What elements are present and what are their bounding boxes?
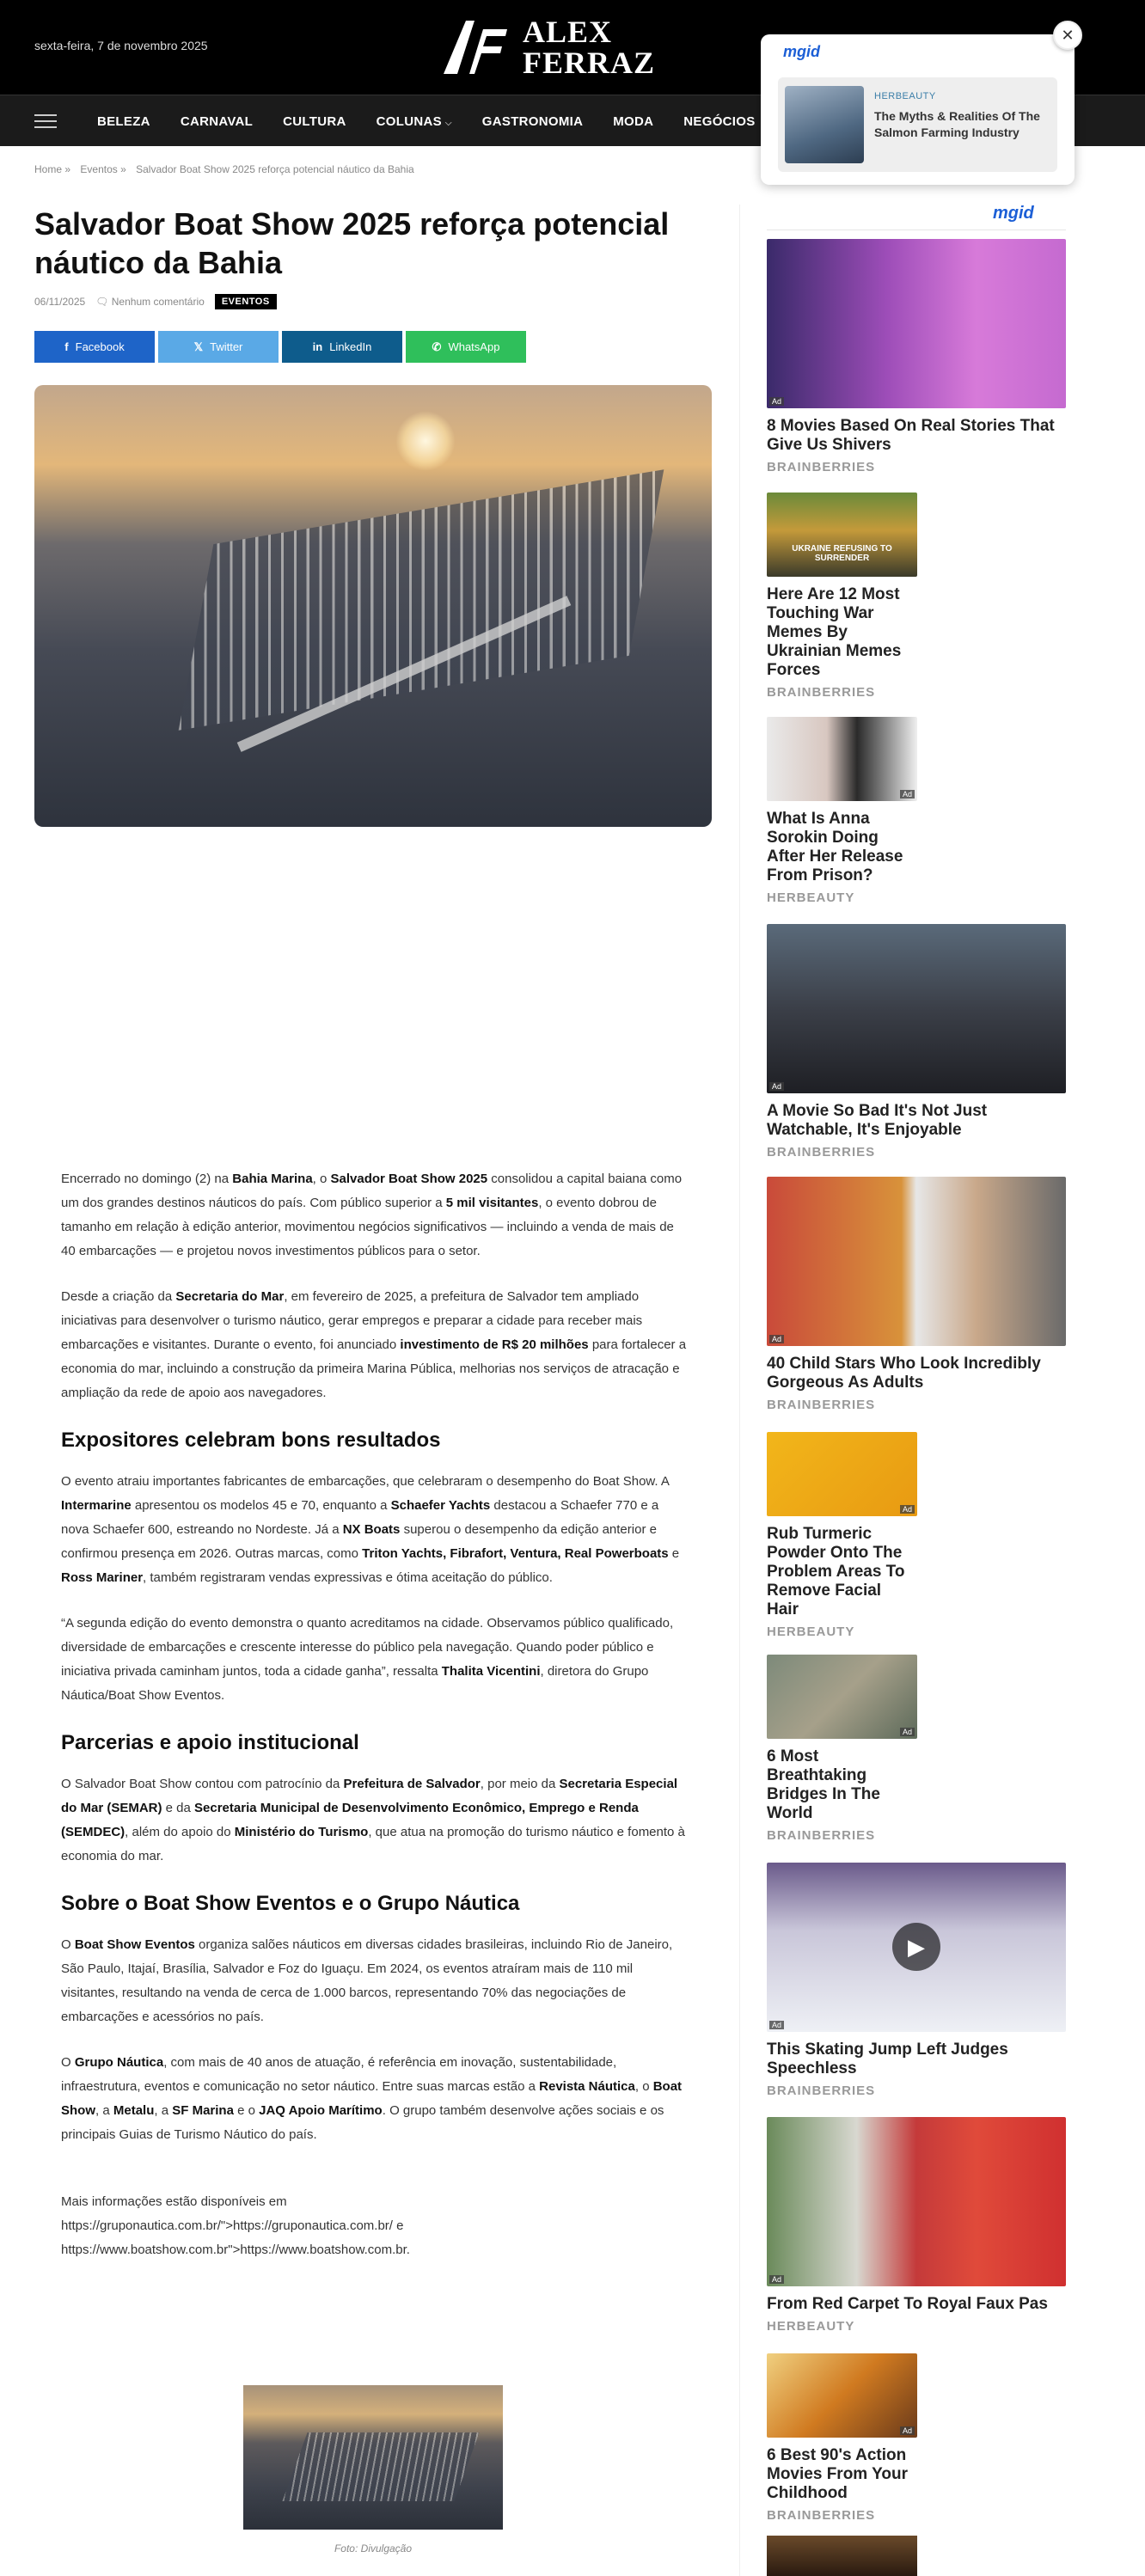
share-buttons: [34, 331, 526, 363]
section-heading: Sobre o Boat Show Eventos e o Grupo Náutica: [61, 1892, 520, 1915]
sidebar-ad-item[interactable]: Ad 6 Most Breathtaking Bridges In The World BRAINBERRIES: [767, 1655, 917, 1843]
sidebar-ad-item[interactable]: ▶ Ad This Skating Jump Left Judges Speechless BRAINBERRIES: [767, 1863, 1066, 2098]
nav-item-colunas[interactable]: COLUNAS ⌵: [376, 113, 452, 129]
sidebar-ad-item[interactable]: Ad 6 Best 90's Action Movies From Your Childhood BRAINBERRIES: [767, 2353, 917, 2523]
paragraph: Mais informações estão disponíveis em https://gruponautica.com.br/">https://gruponautica.com.br/ e https://www.boatshow.com.br">https://www.boatshow.com.br.: [61, 2194, 410, 2257]
nav-item-cultura[interactable]: CULTURA: [283, 113, 346, 129]
post-date: 06/11/2025: [34, 296, 86, 308]
paragraph: O Grupo Náutica, com mais de 40 anos de atuação, é referência em inovação, sustentabilidade, infraestrutura, eventos e comunicação no setor náutico. Entre suas marcas estão a Revista Náutica, o Boat Show, a Metalu, a SF Marina e o JAQ Apoio Marítimo. O grupo também desenvolve ações sociais e os principais Guias de Turismo Náutico do país.: [61, 2055, 683, 2142]
x-icon: 𝕏: [193, 340, 204, 353]
mgid-logo: mgid: [783, 43, 820, 60]
nav-item-beleza[interactable]: BELEZA: [97, 113, 150, 129]
nav-item-carnaval[interactable]: CARNAVAL: [180, 113, 254, 129]
linkedin-icon: in: [312, 340, 323, 353]
site-logo[interactable]: [440, 15, 656, 80]
paragraph: O evento atraiu importantes fabricantes de embarcações, que celebraram o desempenho do Boat Show. A Intermarine apresentou os modelos 45 e 70, enquanto a Schaefer Yachts destacou a Schaefer 770 e a nova Schaefer 600, estreando no Nordeste. Já a NX Boats superou o desempenho da edição anterior e confirmou presença em 2026. Outras marcas, como Triton Yachts, Fibrafort, Ventura, Real Powerboats e Ross Mariner, também registraram vendas expressivas e ótima aceitação do público.: [61, 1474, 680, 1585]
sidebar-ad-item[interactable]: Ad A Movie So Bad It's Not Just Watchable, It's Enjoyable BRAINBERRIES: [767, 924, 1066, 1160]
chevron-down-icon: ⌵: [444, 118, 452, 128]
whatsapp-icon: ✆: [432, 340, 442, 353]
nav-item-gastronomia[interactable]: GASTRONOMIA: [481, 113, 584, 129]
comments-link[interactable]: 🗨 Nenhum comentário: [95, 296, 205, 308]
logo-line2: FERRAZ: [523, 46, 656, 80]
current-date: sexta-feira, 7 de novembro 2025: [34, 39, 208, 52]
paragraph: O Boat Show Eventos organiza salões náuticos em diversas cidades brasileiras, incluindo Rio de Janeiro, São Paulo, Itajaí, Brasília, Salvador e Foz do Iguaçu. Em 2024, os eventos atraíram mais de 110 mil visitantes, resultando na venda de cerca de 1.000 barcos, representando 70% das negociações de embarcações e acessórios no país.: [61, 1937, 673, 2024]
nav-item-negocios[interactable]: NEGÓCIOS: [683, 113, 756, 129]
page-title: Salvador Boat Show 2025 reforça potencial náutico da Bahia: [34, 206, 670, 280]
article-image: [243, 2385, 503, 2530]
sidebar-ad-item[interactable]: Ad What Is Anna Sorokin Doing After Her Release From Prison? HERBEAUTY: [767, 717, 917, 905]
nav-item-moda[interactable]: MODA: [613, 113, 654, 129]
comment-icon: 🗨: [95, 296, 109, 308]
mgid-logo: mgid: [993, 204, 1034, 223]
section-heading: Expositores celebram bons resultados: [61, 1429, 441, 1452]
breadcrumb-home[interactable]: Home: [34, 163, 63, 175]
sidebar-ad-item[interactable]: Ad From Red Carpet To Royal Faux Pas HERBEAUTY: [767, 2117, 1066, 2334]
share-twitter-button[interactable]: 𝕏 Twitter: [158, 331, 279, 363]
breadcrumb-section[interactable]: Eventos: [80, 163, 118, 175]
popup-ad-category: HERBEAUTY: [874, 91, 936, 101]
popup-ad-thumbnail: [785, 86, 864, 163]
category-tag[interactable]: EVENTOS: [215, 294, 277, 309]
sidebar-ad-thumbnail[interactable]: [767, 2536, 917, 2576]
sidebar-ad-item[interactable]: Ad 8 Movies Based On Real Stories That Give Us Shivers BRAINBERRIES: [767, 239, 1066, 474]
close-icon[interactable]: ✕: [1053, 21, 1082, 50]
facebook-icon: f: [64, 340, 69, 353]
post-meta: [34, 294, 277, 309]
menu-icon[interactable]: [34, 114, 57, 128]
popup-ad-card[interactable]: [778, 77, 1057, 172]
paragraph: Encerrado no domingo (2) na Bahia Marina, o Salvador Boat Show 2025 consolidou a capital baiana como um dos grandes destinos náuticos do país. Com público superior a 5 mil visitantes, o evento dobrou de tamanho em relação à edição anterior, movimentou negócios significativos — incluindo a venda de mais de 40 embarcações — e projetou novos investimentos públicos para o setor.: [61, 1172, 683, 1258]
logo-line1: ALEX: [523, 15, 613, 49]
share-facebook-button[interactable]: f Facebook: [34, 331, 155, 363]
play-icon[interactable]: ▶: [892, 1923, 940, 1971]
share-whatsapp-button[interactable]: ✆ WhatsApp: [406, 331, 526, 363]
sidebar-ad-item[interactable]: Ad 40 Child Stars Who Look Incredibly Gorgeous As Adults BRAINBERRIES: [767, 1177, 1066, 1412]
breadcrumb-current: Salvador Boat Show 2025 reforça potencial náutico da Bahia: [136, 163, 414, 175]
sidebar-ad-item[interactable]: UKRAINE REFUSING TO SURRENDER Here Are 12 Most Touching War Memes By Ukrainian Memes Forces BRAINBERRIES: [767, 493, 917, 700]
section-heading: Parcerias e apoio institucional: [61, 1731, 359, 1754]
featured-image: [34, 385, 712, 827]
article-body: [61, 1167, 687, 2284]
sidebar-ad-item[interactable]: Ad Rub Turmeric Powder Onto The Problem Areas To Remove Facial Hair HERBEAUTY: [767, 1432, 917, 1639]
breadcrumb: Home » Eventos » Salvador Boat Show 2025 reforça potencial náutico da Bahia: [34, 163, 414, 175]
paragraph: “A segunda edição do evento demonstra o quanto acreditamos na cidade. Observamos público qualificado, diversidade de embarcações e crescente interesse do público pela navegação. Quando poder público e iniciativa privada caminham juntos, toda a cidade ganha”, ressalta Thalita Vicentini, diretora do Grupo Náutica/Boat Show Eventos.: [61, 1616, 674, 1703]
paragraph: O Salvador Boat Show contou com patrocínio da Prefeitura de Salvador, por meio da Secretaria Especial do Mar (SEMAR) e da Secretaria Municipal de Desenvolvimento Econômico, Emprego e Renda (SEMDEC), além do apoio do Ministério do Turismo, que atua na promoção do turismo náutico e fomento à economia do mar.: [61, 1777, 685, 1863]
share-linkedin-button[interactable]: in LinkedIn: [282, 331, 402, 363]
logo-monogram-icon: [440, 17, 509, 77]
popup-ad-title: The Myths & Realities Of The Salmon Farming Industry: [874, 109, 1040, 139]
image-caption: Foto: Divulgação: [334, 2542, 413, 2555]
paragraph: Desde a criação da Secretaria do Mar, em fevereiro de 2025, a prefeitura de Salvador tem ampliado iniciativas para desenvolver o turismo náutico, gerar empregos e preparar a cidade para receber mais embarcações e visitantes. Durante o evento, foi anunciado investimento de R$ 20 milhões para fortalecer a economia do mar, incluindo a construção da primeira Marina Pública, melhorias nos serviços de atracação e ampliação da rede de apoio aos navegadores.: [61, 1289, 687, 1400]
floating-ad-popup: [761, 34, 1075, 185]
